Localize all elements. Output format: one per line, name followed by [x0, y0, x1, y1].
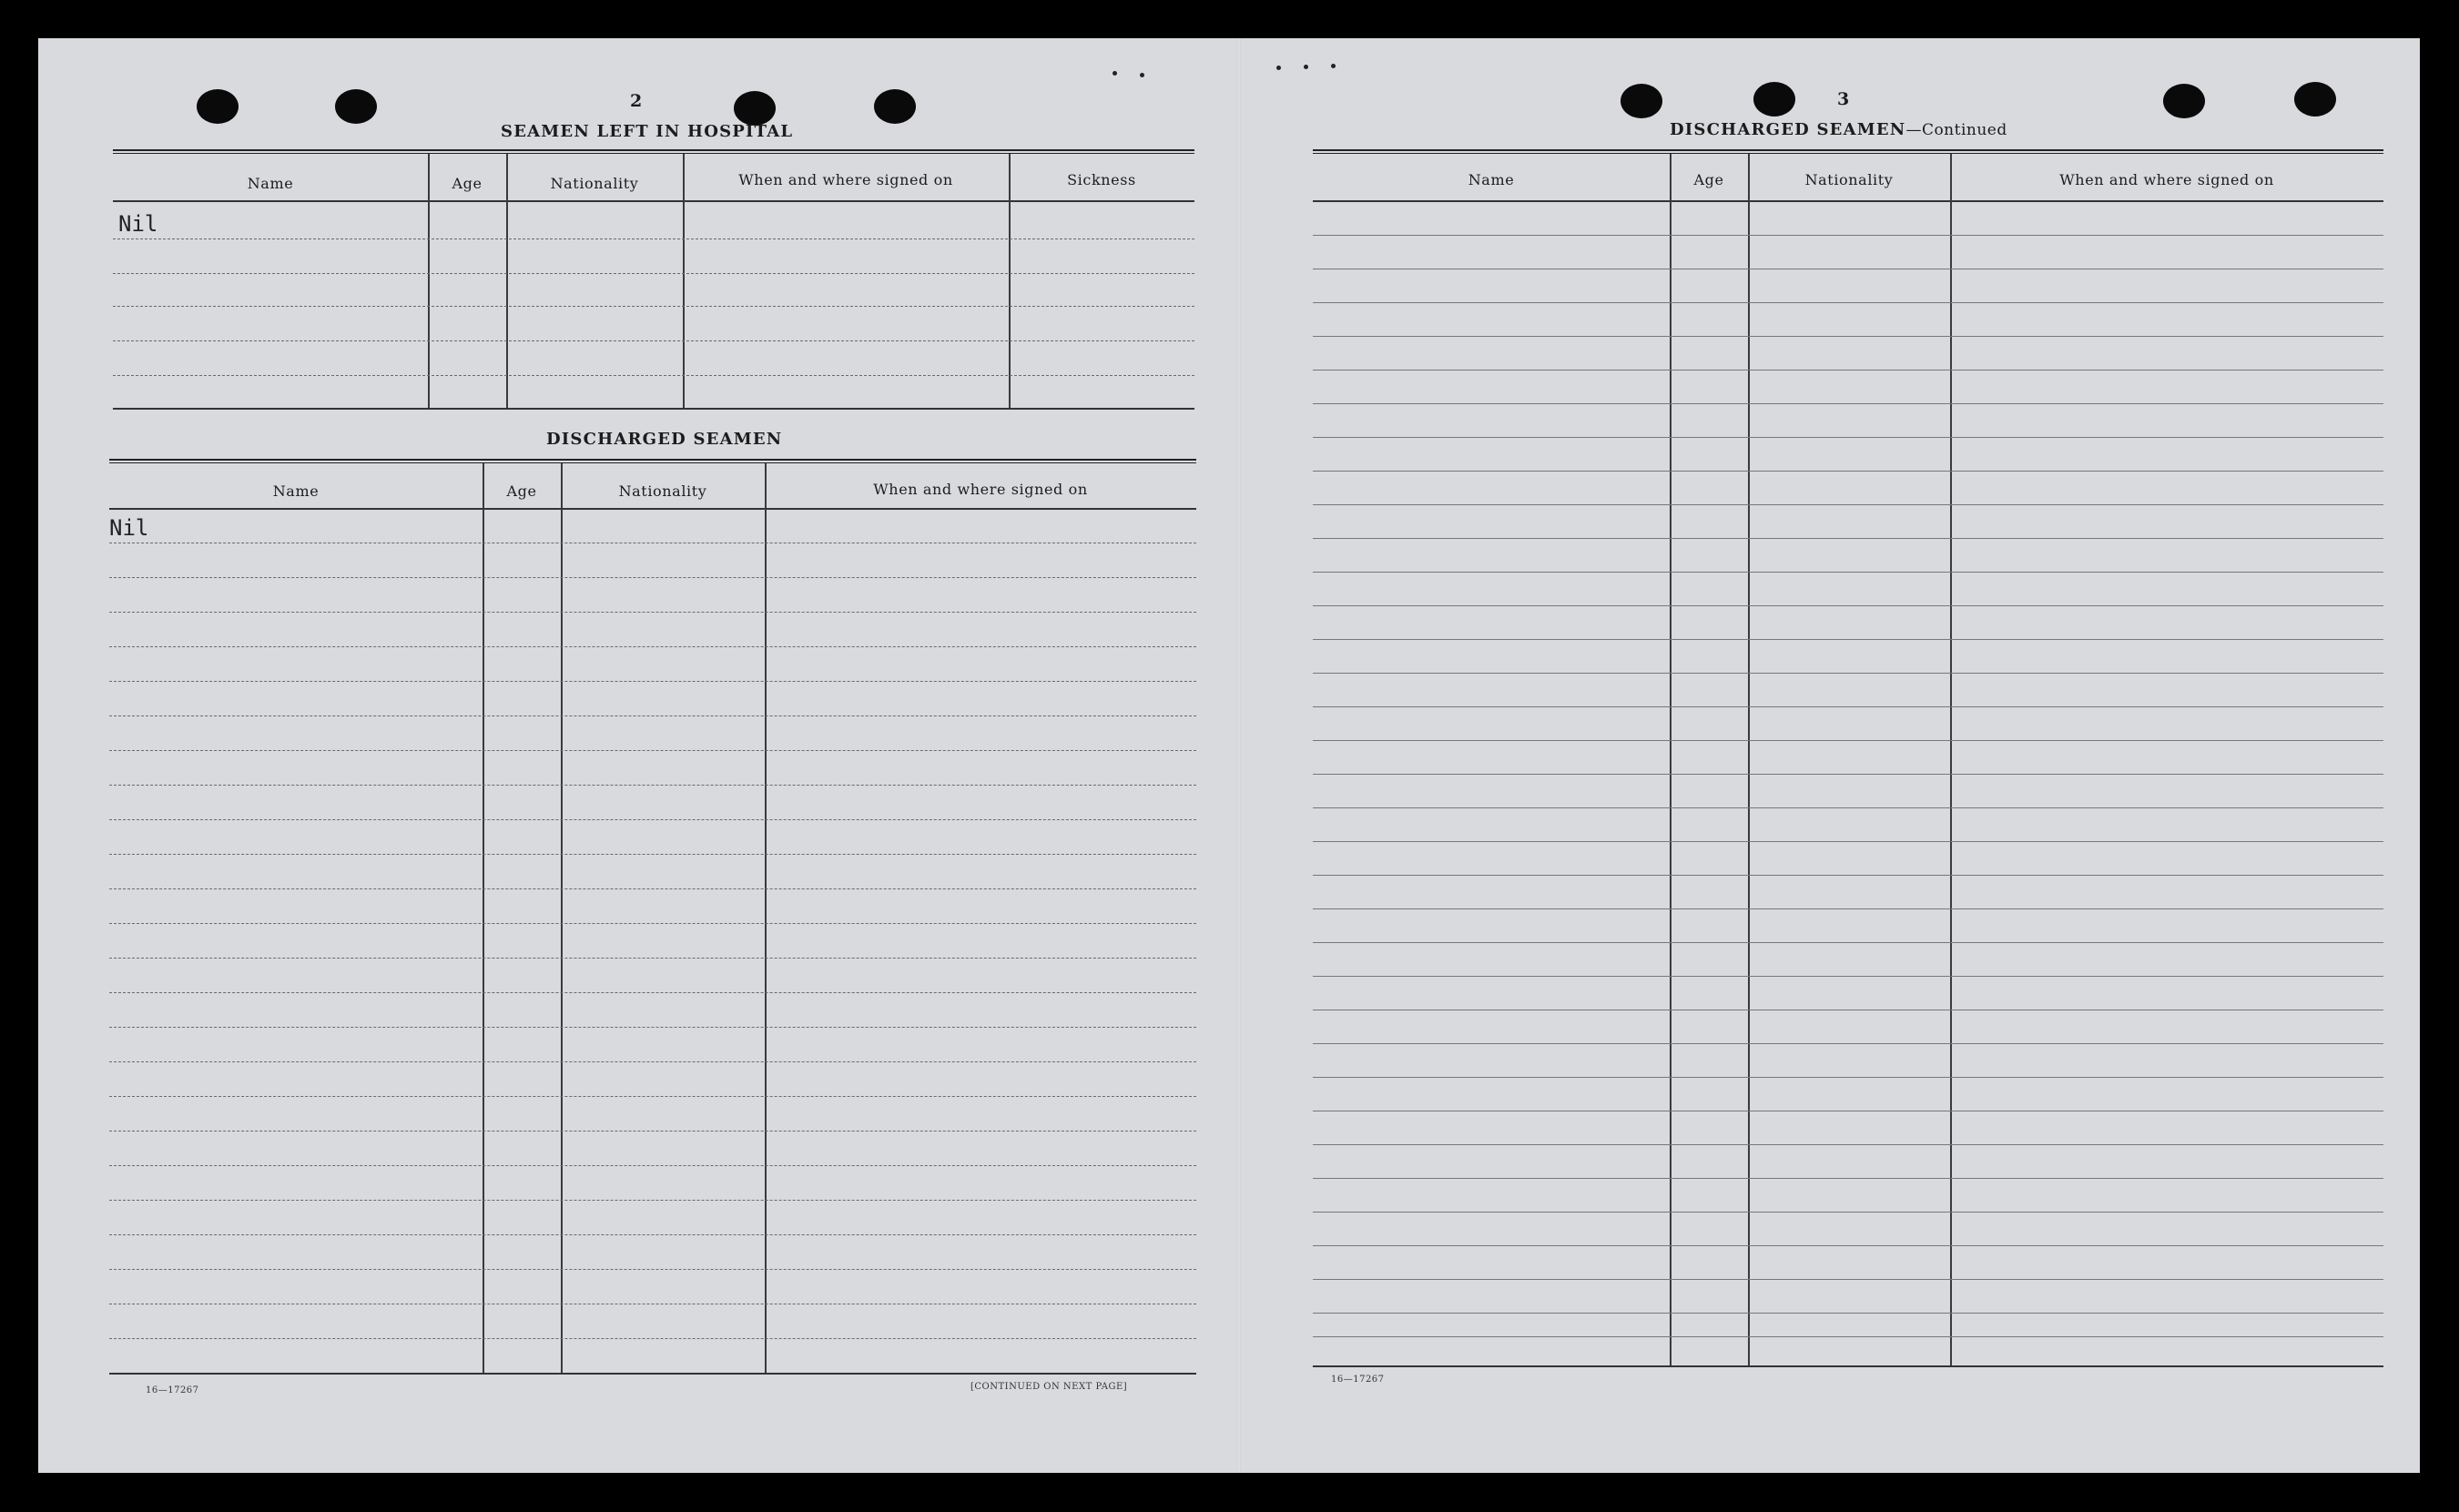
- entry-line: [1313, 1212, 2383, 1213]
- hospital-entry-nil: Nil: [118, 211, 158, 237]
- punch-hole: [874, 89, 916, 124]
- punch-hole: [197, 89, 239, 124]
- table-bottom-rule: [113, 408, 1194, 410]
- entry-line: [1313, 302, 2383, 303]
- form-code-left: 16—17267: [146, 1385, 199, 1395]
- column-header-signed-on: When and where signed on: [2059, 171, 2274, 188]
- entry-line: [1313, 572, 2383, 573]
- table-bottom-rule: [109, 1373, 1196, 1375]
- section-title-text: DISCHARGED SEAMEN: [1670, 120, 1906, 139]
- column-header-name: Name: [247, 175, 294, 192]
- column-divider: [428, 154, 430, 409]
- entry-line: [109, 923, 1196, 924]
- section-title-discharged-continued: [1670, 120, 2007, 139]
- column-divider: [1009, 154, 1011, 409]
- punch-hole: [2294, 82, 2336, 117]
- entry-line: [1313, 403, 2383, 404]
- entry-line: [109, 854, 1196, 855]
- column-header-signed-on: When and where signed on: [873, 481, 1088, 498]
- entry-line: [1313, 1245, 2383, 1246]
- table-bottom-rule: [1313, 1365, 2383, 1367]
- entry-line: [109, 785, 1196, 786]
- entry-line: [1313, 336, 2383, 337]
- header-underline: [113, 200, 1194, 202]
- entry-line: [109, 577, 1196, 578]
- page-number-right: 3: [1837, 89, 1850, 109]
- table-top-rule: [1313, 149, 2383, 154]
- entry-line: [109, 681, 1196, 682]
- column-header-sickness: Sickness: [1067, 171, 1136, 188]
- column-header-age: Age: [1693, 171, 1724, 188]
- punch-hole: [734, 91, 776, 126]
- entry-line: [109, 958, 1196, 959]
- column-header-name: Name: [272, 482, 320, 500]
- entry-line: [109, 612, 1196, 613]
- discharged-table-right: [1313, 149, 2383, 1415]
- ink-speck: [1140, 73, 1144, 77]
- punch-hole: [1621, 84, 1662, 118]
- section-title-hospital: SEAMEN LEFT IN HOSPITAL: [501, 122, 794, 141]
- ink-speck: [1304, 65, 1308, 69]
- column-divider: [683, 154, 685, 409]
- ink-speck: [1113, 71, 1117, 76]
- entry-line: [1313, 504, 2383, 505]
- entry-line: [1313, 235, 2383, 236]
- ink-speck: [1276, 66, 1281, 70]
- entry-line: [1313, 673, 2383, 674]
- column-divider: [765, 463, 767, 1374]
- column-header-name: Name: [1468, 171, 1515, 188]
- entry-line: [109, 715, 1196, 716]
- entry-line: [1313, 908, 2383, 909]
- column-divider: [483, 463, 484, 1374]
- entry-line: [1313, 841, 2383, 842]
- entry-line: [1313, 976, 2383, 977]
- entry-line: [1313, 1279, 2383, 1280]
- entry-line: [109, 1165, 1196, 1166]
- entry-line: [109, 1096, 1196, 1097]
- entry-line: [1313, 740, 2383, 741]
- section-title-suffix: —Continued: [1905, 121, 2007, 139]
- entry-line: [109, 1027, 1196, 1028]
- punch-hole: [335, 89, 377, 124]
- entry-line: [1313, 437, 2383, 438]
- entry-line: [113, 306, 1194, 307]
- table-top-rule: [113, 149, 1194, 154]
- entry-line: [1313, 942, 2383, 943]
- entry-line: [113, 238, 1194, 239]
- entry-line: [1313, 1043, 2383, 1044]
- entry-line: [1313, 1178, 2383, 1179]
- entry-line: [113, 273, 1194, 274]
- entry-line: [1313, 639, 2383, 640]
- entry-line: [109, 819, 1196, 820]
- entry-line: [1313, 875, 2383, 876]
- page-fold: [1237, 38, 1241, 1473]
- entry-line: [109, 646, 1196, 647]
- entry-line: [1313, 605, 2383, 606]
- column-header-nationality: Nationality: [550, 175, 639, 192]
- discharged-entry-nil: Nil: [109, 515, 149, 541]
- entry-line: [113, 340, 1194, 341]
- entry-line: [1313, 706, 2383, 707]
- ink-speck: [1331, 64, 1336, 68]
- column-header-nationality: Nationality: [1804, 171, 1894, 188]
- entry-line: [109, 1061, 1196, 1062]
- entry-line: [1313, 1336, 2383, 1337]
- entry-line: [109, 1200, 1196, 1201]
- header-underline: [1313, 200, 2383, 202]
- continued-note: [CONTINUED ON NEXT PAGE]: [970, 1382, 1128, 1392]
- section-title-discharged: DISCHARGED SEAMEN: [546, 430, 783, 449]
- entry-line: [1313, 471, 2383, 472]
- entry-line: [109, 1234, 1196, 1235]
- entry-line: [1313, 538, 2383, 539]
- column-header-nationality: Nationality: [618, 482, 707, 500]
- entry-line: [1313, 807, 2383, 808]
- form-code-right: 16—17267: [1331, 1375, 1385, 1385]
- entry-line: [1313, 1144, 2383, 1145]
- entry-line: [109, 1338, 1196, 1339]
- punch-hole: [2163, 84, 2205, 118]
- entry-line: [109, 1269, 1196, 1270]
- hospital-table: [113, 149, 1194, 452]
- entry-line: [113, 375, 1194, 376]
- entry-line: [109, 992, 1196, 993]
- header-underline: [109, 508, 1196, 510]
- entry-line: [1313, 774, 2383, 775]
- column-header-age: Age: [452, 175, 483, 192]
- entry-line: [109, 888, 1196, 889]
- column-divider: [506, 154, 508, 409]
- column-divider: [561, 463, 563, 1374]
- column-header-age: Age: [506, 482, 537, 500]
- entry-line: [1313, 1313, 2383, 1314]
- table-top-rule: [109, 459, 1196, 463]
- column-header-signed-on: When and where signed on: [738, 171, 953, 188]
- page-number-left: 2: [630, 91, 643, 111]
- entry-line: [109, 750, 1196, 751]
- discharged-table-left: [109, 459, 1196, 1424]
- punch-hole: [1753, 82, 1795, 117]
- entry-line: [1313, 1077, 2383, 1078]
- scanned-form-sheet: [38, 38, 2420, 1473]
